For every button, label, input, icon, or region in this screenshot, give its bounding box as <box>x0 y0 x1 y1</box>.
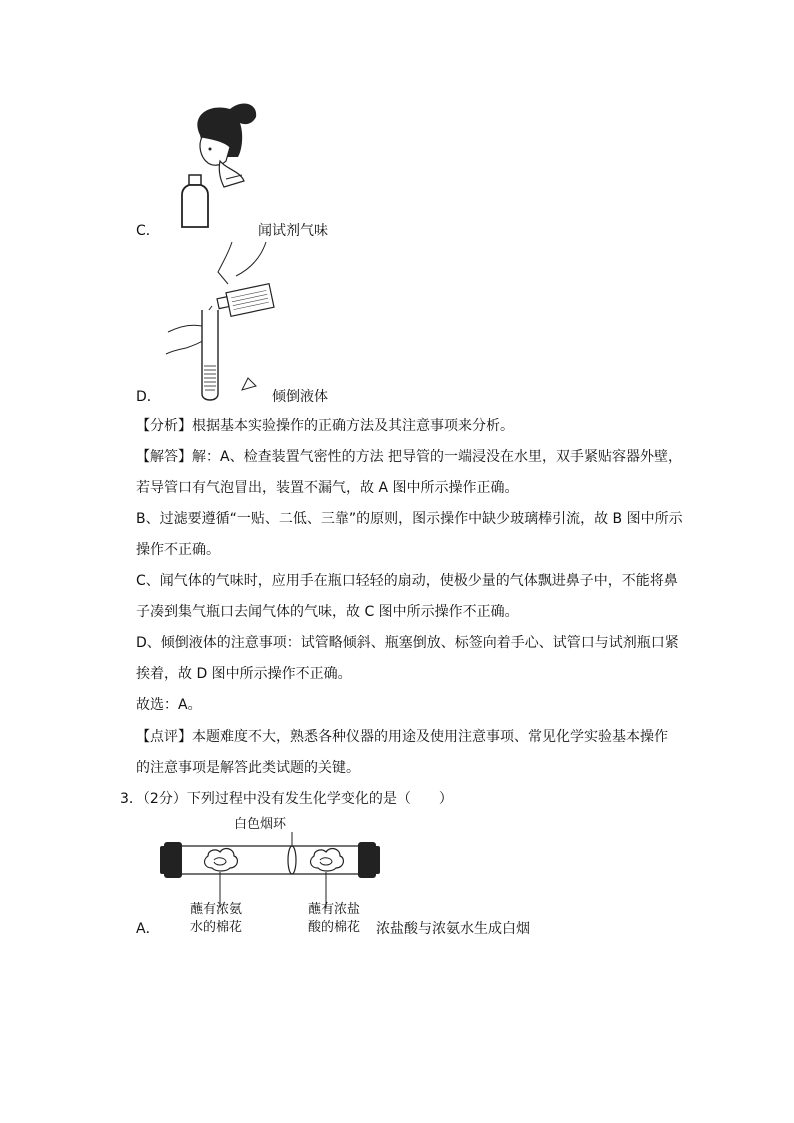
solution-line-6: 子凑到集气瓶口去闻气体的气味，故 C 图中所示操作不正确。 <box>136 604 519 620</box>
figure-smell-reagent <box>180 95 270 230</box>
option-c-letter: C． <box>136 223 160 239</box>
figure-pour-liquid <box>162 240 274 405</box>
comment-line-2: 的注意事项是解答此类试题的关键。 <box>136 760 360 776</box>
option-a-caption: 浓盐酸与浓氨水生成白烟 <box>376 921 530 937</box>
comment-line-1: 【点评】本题难度不大，熟悉各种仪器的用途及使用注意事项、常见化学实验基本操作 <box>136 729 668 745</box>
option-c-caption: 闻试剂气味 <box>258 223 328 239</box>
label-ammonia-cotton-1: 蘸有浓氨 <box>190 902 243 917</box>
answer-line: 故选：A。 <box>136 697 202 713</box>
figure-white-smoke-ring <box>160 812 380 938</box>
label-smoke-ring: 白色烟环 <box>234 817 287 832</box>
question-3-stem: 3．（2分）下列过程中没有发生化学变化的是（ ） <box>120 791 453 807</box>
solution-line-4: 操作不正确。 <box>136 542 220 558</box>
solution-line-8: 挨着，故 D 图中所示操作不正确。 <box>136 666 352 682</box>
solution-line-2: 若导管口有气泡冒出，装置不漏气，故 A 图中所示操作正确。 <box>136 480 519 496</box>
solution-line-5: C、闻气体的气味时，应用手在瓶口轻轻的扇动，使极少量的气体飘进鼻子中，不能将鼻 <box>136 573 678 589</box>
option-d-letter: D． <box>136 389 161 405</box>
solution-line-7: D、倾倒液体的注意事项：试管略倾斜、瓶塞倒放、标签向着手心、试管口与试剂瓶口紧 <box>136 635 679 651</box>
analysis-text: 【分析】根据基本实验操作的正确方法及其注意事项来分析。 <box>136 418 514 434</box>
option-d-caption: 倾倒液体 <box>272 389 328 405</box>
label-ammonia-cotton-2: 水的棉花 <box>190 920 243 935</box>
solution-line-1: 【解答】解：A、检查装置气密性的方法 把导管的一端浸没在水里，双手紧贴容器外壁， <box>136 449 683 465</box>
option-a-letter: A． <box>136 921 160 937</box>
label-hcl-cotton-1: 蘸有浓盐 <box>308 902 361 917</box>
label-hcl-cotton-2: 酸的棉花 <box>308 920 361 935</box>
solution-line-3: B、过滤要遵循“一贴、二低、三靠”的原则，图示操作中缺少玻璃棒引流，故 B 图中所示 <box>136 511 683 527</box>
